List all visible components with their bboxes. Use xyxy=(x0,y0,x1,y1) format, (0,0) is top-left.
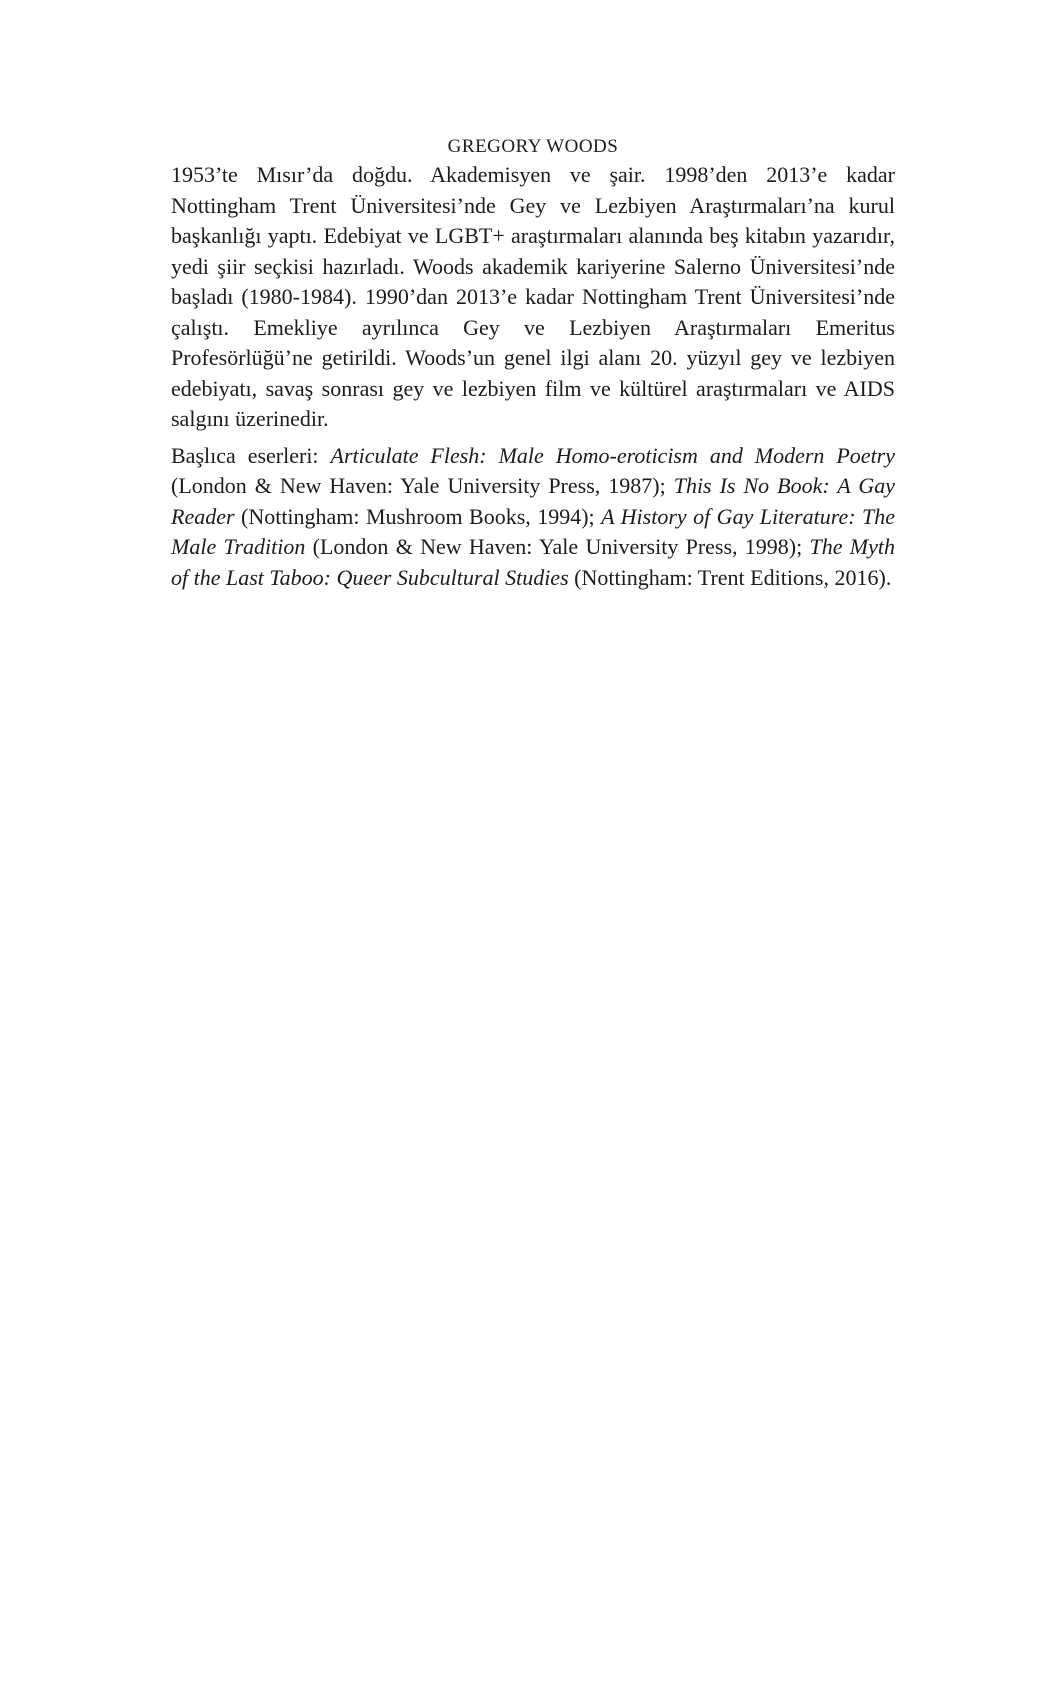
work-details: (London & New Haven: Yale University Press, 1998); xyxy=(305,534,810,559)
work-title: Articulate Flesh: Male Homo-eroticism and Modern Poetry xyxy=(330,442,896,468)
works-paragraph xyxy=(171,441,895,594)
author-bio-section xyxy=(171,136,895,593)
work-details: (Nottingham: Mushroom Books, 1994); xyxy=(234,503,602,529)
work-details: (London & New Haven: Yale University Press, 1987); xyxy=(171,473,674,498)
work-details: (Nottingham: Trent Editions, 2016). xyxy=(568,564,892,590)
works-intro: Başlıca eserleri: xyxy=(171,442,331,468)
work-title: This Is No Book: A Gay Reader xyxy=(171,473,895,529)
work-title: A History of Gay Literature: The Male Tradition xyxy=(171,503,896,559)
author-name: GREGORY WOODS xyxy=(447,136,619,157)
work-title: The Myth of the Last Taboo: Queer Subcultural Studies xyxy=(171,534,896,590)
biography-paragraph: 1953’te Mısır’da doğdu. Akademisyen ve şair. 1998’den 2013’e kadar Nottingham Trent Üniversitesi’nde Gey ve Lezbiyen Araştırmaları’na kurul başkanlığı yaptı. Edebiyat ve LGBT+ araştırmaları alanında beş kitabın yazarıdır, yedi şiir seçkisi hazırladı. Woods akademik kariyerine Salerno Üniversitesi’nde başladı (1980-1984). 1990’dan 2013’e kadar Nottingham Trent Üniversitesi’nde çalıştı. Emekliye ayrılınca Gey ve Lezbiyen Araştırmaları Emeritus Profesörlüğü’ne getirildi. Woods’un genel ilgi alanı 20. yüzyıl gey ve lezbiyen edebiyatı, savaş sonrası gey ve lezbiyen film ve kültürel araştırmaları ve AIDS salgını üzerinedir. xyxy=(171,162,895,431)
